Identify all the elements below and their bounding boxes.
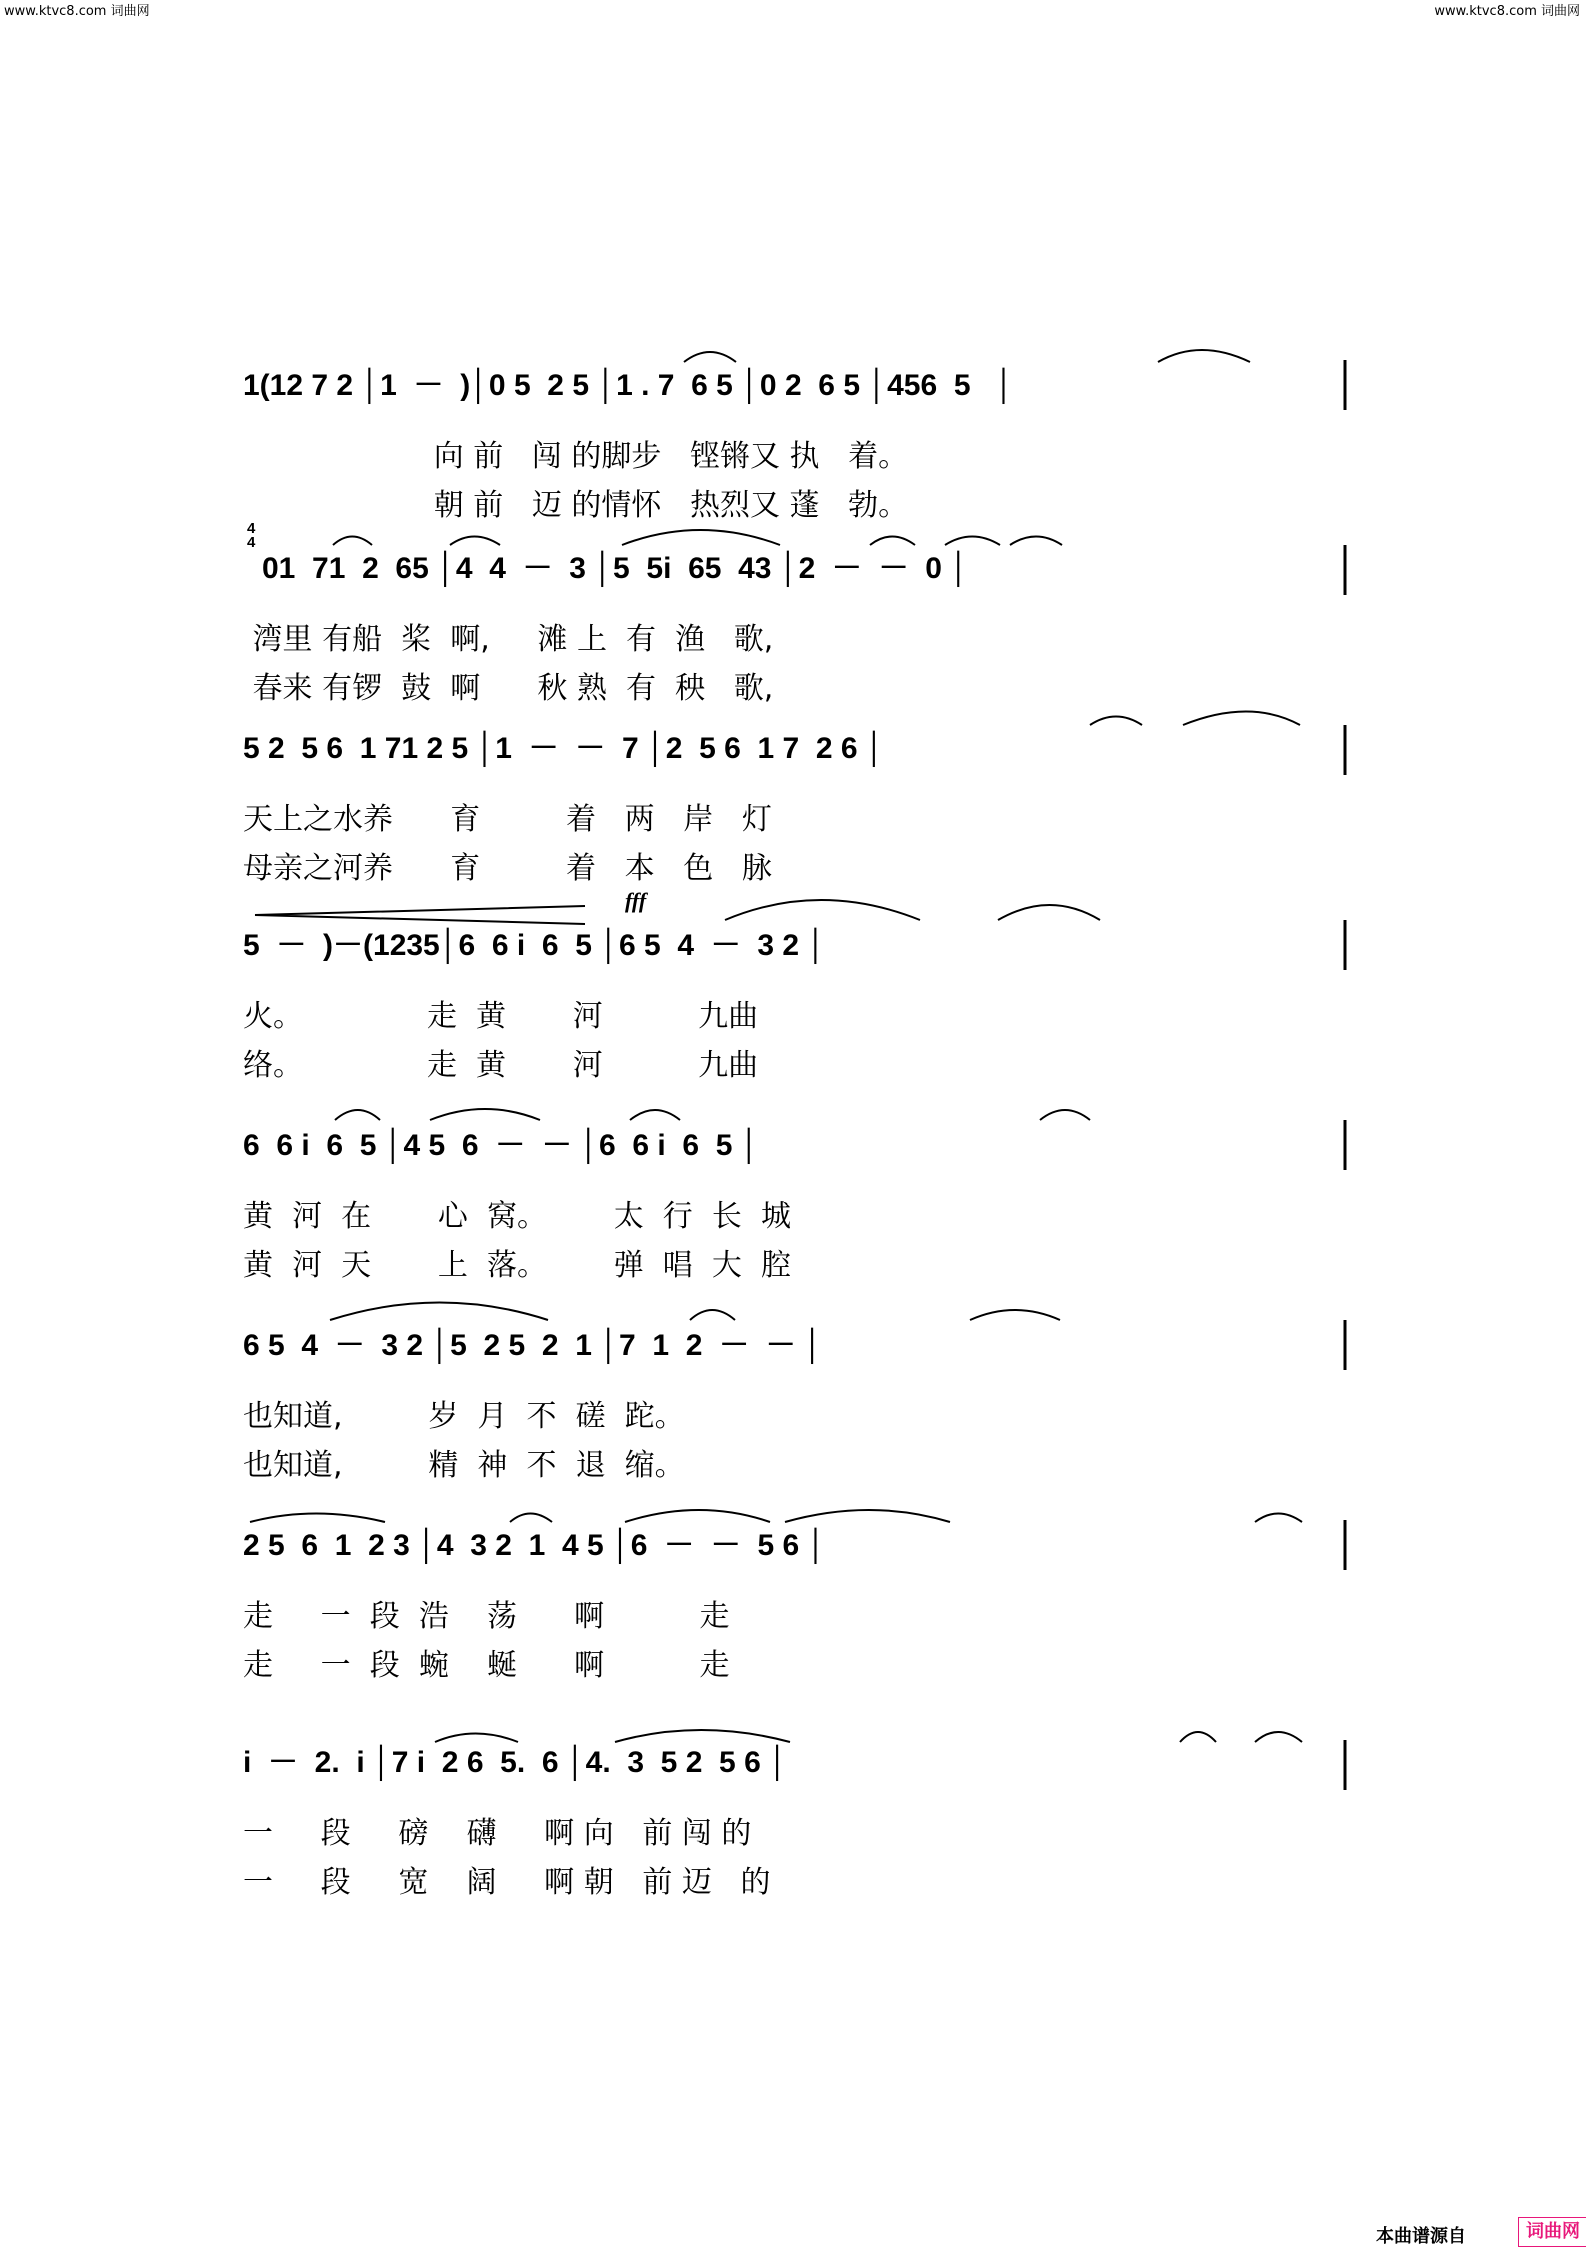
- score-row-4-notes: 5 － )－(1235│6 6 i 6 5 │6 5 4 － 3 2 │: [243, 929, 827, 962]
- score-row-5-lyrics-verse-2: 黄 河 天 上 落。 弹 唱 大 腔: [243, 1248, 791, 1283]
- slur-arc: [870, 537, 915, 546]
- score-row-2-lyrics-verse-1: 湾里 有船 桨 啊, 滩 上 有 渔 歌,: [243, 622, 774, 657]
- source-label: 本曲谱源自: [1376, 2226, 1466, 2247]
- score-row-6-lyrics-verse-1: 也知道, 岁 月 不 磋 跎。: [243, 1399, 685, 1434]
- slur-arc: [625, 1510, 770, 1522]
- score-row-6-lyrics-verse-2: 也知道, 精 神 不 退 缩。: [243, 1448, 685, 1483]
- slur-arc: [1158, 350, 1250, 362]
- slur-arc: [622, 530, 780, 545]
- score-row-3-notes: 5 2 5 6 1 71 2 5 │1 － － 7 │2 5 6 1 7 2 6 │: [243, 732, 885, 765]
- slur-arc: [1180, 1732, 1216, 1742]
- score-row-2-notes: 01 71 2 65 │4 4 － 3 │5 5i 65 43 │2 － － 0 │: [262, 552, 970, 585]
- site-watermark-left: www.ktvc8.com 词曲网: [4, 4, 150, 19]
- score-row-1-lyrics-verse-1: 向 前 闯 的脚步 铿锵又 执 着。: [243, 439, 909, 474]
- slur-arc: [333, 537, 372, 546]
- score-row-7-notes: 2 5 6 1 2 3 │4 3 2 1 4 5 │6 － － 5 6 │: [243, 1529, 827, 1562]
- site-logo[interactable]: 词曲网: [1518, 2217, 1586, 2247]
- slur-arc: [630, 1110, 680, 1120]
- slur-arc: [615, 1730, 790, 1742]
- slur-arc: [785, 1510, 950, 1522]
- score-row-2-lyrics-verse-2: 春来 有锣 鼓 啊 秋 熟 有 秧 歌,: [243, 671, 774, 706]
- score-row-4-lyrics-verse-2: 络。 走 黄 河 九曲: [243, 1048, 759, 1083]
- slur-arc: [435, 1734, 518, 1743]
- slur-arc: [1183, 712, 1300, 726]
- slur-arc: [1090, 717, 1142, 726]
- slur-arc: [690, 1310, 735, 1320]
- slur-arc: [945, 537, 1000, 546]
- slur-arc: [335, 1110, 380, 1120]
- slur-arc: [725, 900, 920, 920]
- score-row-5-notes: 6 6 i 6 5 │4 5 6 － － │6 6 i 6 5 │: [243, 1129, 760, 1162]
- score-row-6-notes: 6 5 4 － 3 2 │5 2 5 2 1 │7 1 2 － － │: [243, 1329, 823, 1362]
- score-row-1-notes: 1(12 7 2 │1 － )│0 5 2 5 │1 . 7 6 5 │0 2 6 5 │456 5 │: [243, 369, 1015, 402]
- score-row-4-lyrics-verse-1: 火。 走 黄 河 九曲: [243, 999, 759, 1034]
- slur-arc: [1040, 1110, 1090, 1120]
- score-row-8-lyrics-verse-2: 一 段 宽 阔 啊 朝 前 迈 的: [243, 1865, 771, 1900]
- slur-arc: [510, 1514, 552, 1523]
- slur-arc: [998, 905, 1100, 920]
- score-row-1-lyrics-verse-2: 朝 前 迈 的情怀 热烈又 蓬 勃。: [243, 488, 909, 523]
- slur-arc: [430, 1109, 540, 1120]
- score-row-5-lyrics-verse-1: 黄 河 在 心 窝。 太 行 长 城: [243, 1199, 791, 1234]
- time-signature-bottom: 4: [247, 534, 256, 551]
- score-row-8-lyrics-verse-1: 一 段 磅 礴 啊 向 前 闯 的: [243, 1816, 752, 1851]
- score-row-7-lyrics-verse-1: 走 一 段 浩 荡 啊 走: [243, 1599, 730, 1634]
- slur-arc: [1255, 1732, 1302, 1742]
- crescendo-hairpin: [255, 906, 585, 924]
- slur-arc: [684, 352, 736, 362]
- slur-arc: [250, 1514, 385, 1523]
- score-row-8-notes: i － 2. i │7 i 2 6 5. 6 │4. 3 5 2 5 6 │: [243, 1746, 788, 1779]
- slur-arc: [450, 537, 500, 546]
- slur-arc: [1010, 537, 1062, 546]
- score-row-3-lyrics-verse-1: 天上之水养 育 着 两 岸 灯: [243, 802, 772, 837]
- slur-arc: [970, 1310, 1060, 1320]
- dynamic-marking: fff: [625, 888, 647, 913]
- site-watermark-right: www.ktvc8.com 词曲网: [1434, 4, 1580, 19]
- time-signature-top: 4: [247, 520, 256, 537]
- score-row-7-lyrics-verse-2: 走 一 段 蜿 蜒 啊 走: [243, 1648, 730, 1683]
- slur-arc: [1255, 1514, 1302, 1523]
- slur-arc: [330, 1303, 548, 1321]
- score-row-3-lyrics-verse-2: 母亲之河养 育 着 本 色 脉: [243, 851, 772, 886]
